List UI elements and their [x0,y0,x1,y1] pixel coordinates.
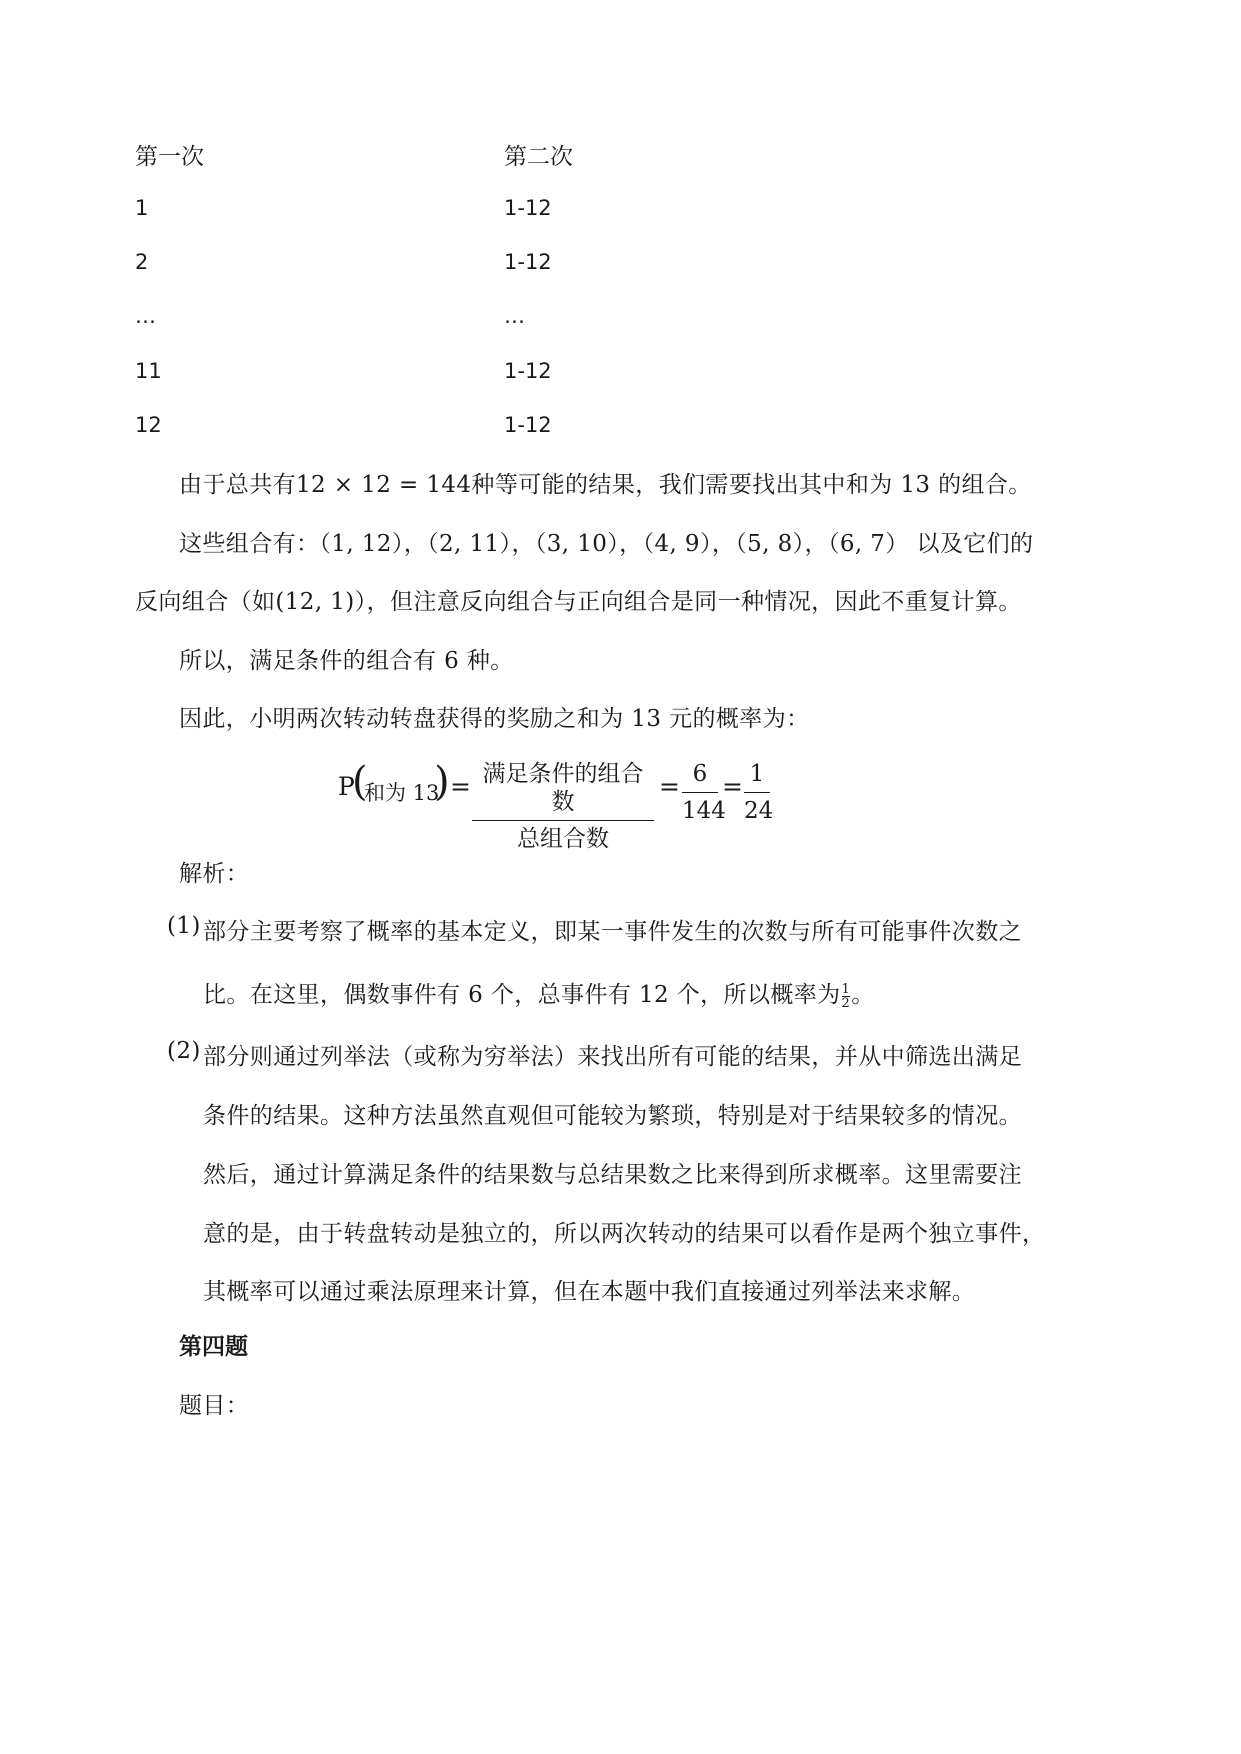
section-title: 第四题 [179,1333,248,1360]
fraction-numerator: 1 [749,761,765,787]
fraction-bar [744,792,770,793]
table-header-second: 第二次 [504,144,573,170]
fraction-bar [472,820,654,821]
table-cell: 2 [135,250,149,274]
fraction-denominator: 2 [841,995,851,1011]
formula-equals: = [722,772,743,801]
table-header-first: 第一次 [135,144,204,170]
analysis-item2-line: 然后，通过计算满足条件的结果数与总结果数之比来得到所求概率。这里需要注 [203,1162,1022,1188]
paragraph-combinations: 这些组合有：（1, 12），（2, 11），（3, 10），（4, 9），（5, 8），（6, 7） 以及它们的 [179,531,1034,557]
table-cell: 12 [135,413,162,437]
formula-equals: = [659,772,680,801]
fraction-bar [682,792,718,793]
analysis-item2-line: 其概率可以通过乘法原理来计算，但在本题中我们直接通过列举法来求解。 [203,1279,976,1305]
fraction-numerator: 1 [841,981,851,997]
analysis-item2-line: 部分则通过列举法（或称为穷举法）来找出所有可能的结果，并从中筛选出满足 [203,1044,1022,1070]
analysis-item1-end: 。 [851,982,875,1008]
analysis-item1-line [203,976,875,1010]
fraction-6-over-144 [682,760,726,825]
table-cell: 1 [135,196,149,220]
formula-equals: = [450,772,471,801]
formula-lhs-inner: 和为 13 [364,781,440,805]
table-cell: 11 [135,359,162,383]
table-cell: … [504,304,525,328]
table-cell: 1-12 [504,359,552,383]
formula-right-paren: ) [434,759,450,805]
analysis-label: 解析： [179,861,250,887]
paragraph-combinations-cont: 反向组合（如(12, 1)），但注意反向组合与正向组合是同一种情况，因此不重复计算。 [135,589,1022,615]
paragraph-count: 所以，满足条件的组合有 6 种。 [179,648,514,674]
table-cell: 1-12 [504,196,552,220]
analysis-item2-line: 条件的结果。这种方法虽然直观但可能较为繁琐，特别是对于结果较多的情况。 [203,1103,1022,1129]
fraction-denominator: 总组合数 [517,826,609,852]
analysis-item2-marker: (2) [167,1038,201,1064]
fraction-denominator: 24 [744,798,774,824]
fraction-numerator: 6 [692,761,708,787]
table-cell: … [135,304,156,328]
analysis-item1-marker: (1) [167,913,201,939]
paragraph-total-outcomes: 由于总共有12 × 12 = 144种等可能的结果，我们需要找出其中和为 13 的组合。 [179,472,1032,498]
analysis-item1-line: 部分主要考察了概率的基本定义，即某一事件发生的次数与所有可能事件次数之 [203,919,1022,945]
question-label: 题目： [179,1393,250,1419]
formula-p: P [338,772,355,801]
fraction-denominator: 144 [682,798,726,824]
formula-left-paren: ( [352,759,368,805]
table-cell: 1-12 [504,413,552,437]
analysis-item2-line: 意的是，由于转盘转动是独立的，所以两次转动的结果可以看作是两个独立事件， [203,1221,1046,1247]
fraction-one-half [842,983,851,1010]
fraction-1-over-24 [744,760,774,825]
table-cell: 1-12 [504,250,552,274]
analysis-item1-text: 比。在这里，偶数事件有 6 个，总事件有 12 个，所以概率为 [203,982,841,1008]
paragraph-probability-intro: 因此，小明两次转动转盘获得的奖励之和为 13 元的概率为： [179,706,810,732]
fraction-conditions-over-total [472,760,654,853]
fraction-numerator: 满足条件的组合数 [482,761,644,815]
